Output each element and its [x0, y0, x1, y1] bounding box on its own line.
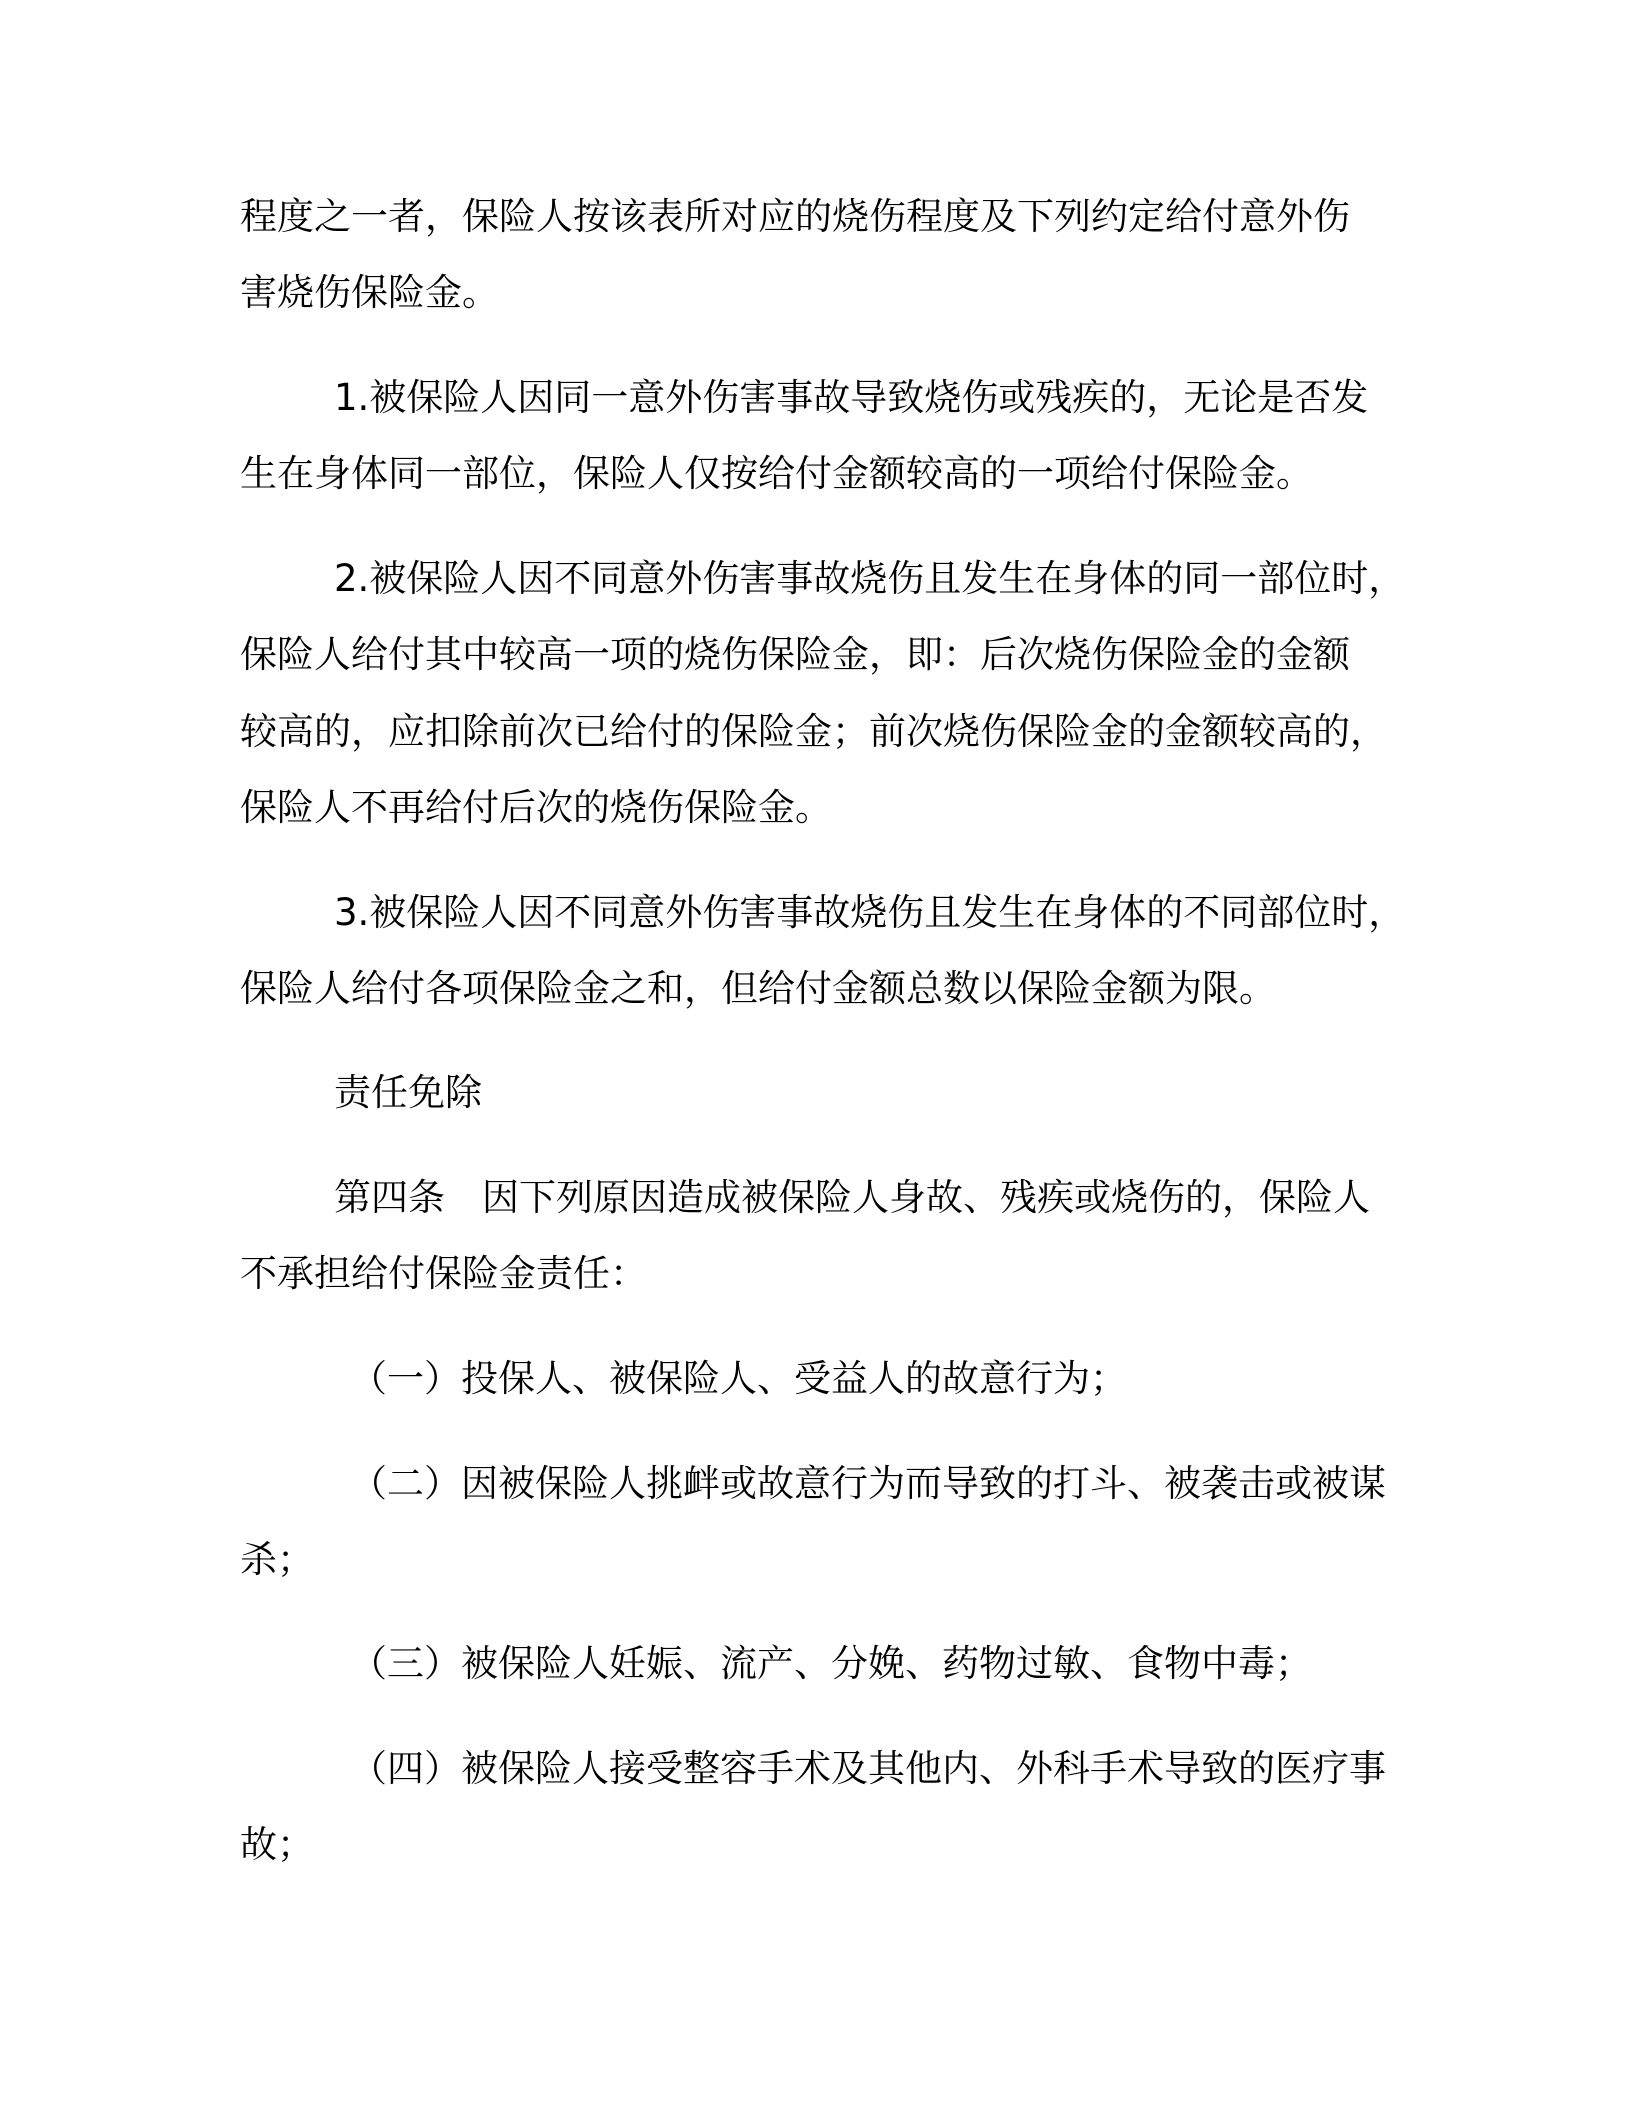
list-item: （二）因被保险人挑衅或故意行为而导致的打斗、被袭击或被谋	[350, 1462, 1386, 1505]
paragraph-line: 较高的，应扣除前次已给付的保险金；前次烧伤保险金的金额较高的，	[240, 710, 1387, 753]
list-item-continuation: 故；	[240, 1823, 314, 1866]
paragraph-line: 3.被保险人因不同意外伤害事故烧伤且发生在身体的不同部位时，	[334, 891, 1406, 934]
paragraph-line: 保险人不再给付后次的烧伤保险金。	[240, 786, 832, 829]
paragraph-line: 生在身体同一部位，保险人仅按给付金额较高的一项给付保险金。	[240, 452, 1313, 495]
paragraph-line: 程度之一者，保险人按该表所对应的烧伤程度及下列约定给付意外伤	[240, 195, 1350, 238]
list-item: （三）被保险人妊娠、流产、分娩、药物过敏、食物中毒；	[350, 1642, 1312, 1685]
paragraph-line: 害烧伤保险金。	[240, 271, 499, 314]
paragraph-line: 2.被保险人因不同意外伤害事故烧伤且发生在身体的同一部位时，	[334, 557, 1406, 600]
section-heading: 责任免除	[334, 1071, 482, 1114]
article-line: 第四条 因下列原因造成被保险人身故、残疾或烧伤的，保险人	[334, 1176, 1370, 1219]
article-line: 不承担给付保险金责任：	[240, 1252, 647, 1295]
paragraph-line: 保险人给付各项保险金之和，但给付金额总数以保险金额为限。	[240, 967, 1276, 1010]
paragraph-line: 保险人给付其中较高一项的烧伤保险金，即：后次烧伤保险金的金额	[240, 633, 1350, 676]
paragraph-line: 1.被保险人因同一意外伤害事故导致烧伤或残疾的，无论是否发	[334, 376, 1369, 419]
list-item-continuation: 杀；	[240, 1538, 314, 1581]
list-item: （一）投保人、被保险人、受益人的故意行为；	[350, 1357, 1127, 1400]
list-item: （四）被保险人接受整容手术及其他内、外科手术导致的医疗事	[350, 1747, 1386, 1790]
